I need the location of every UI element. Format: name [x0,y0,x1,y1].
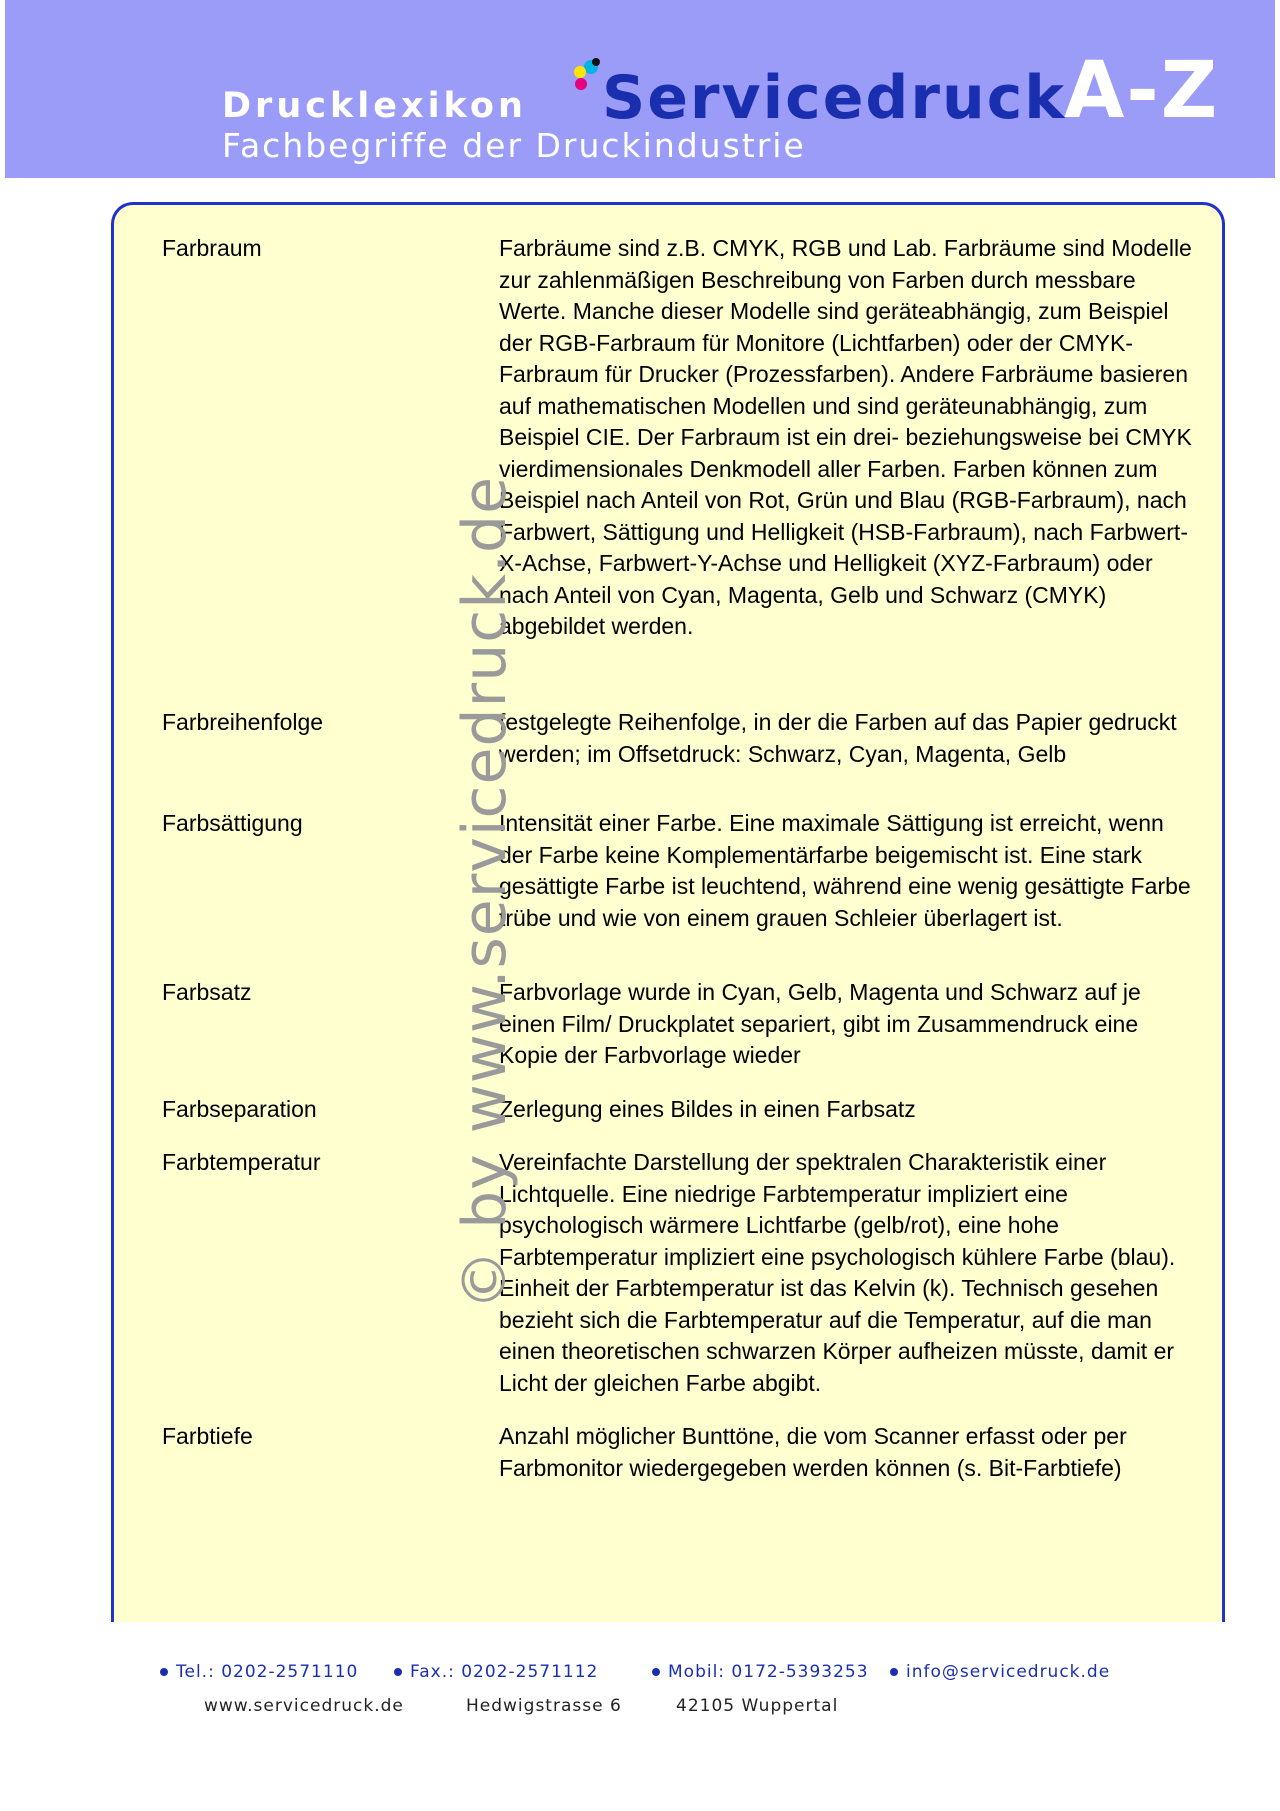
footer-mobil [652,1662,869,1682]
definition: Farbräume sind z.B. CMYK, RGB und Lab. Farbräume sind Modelle zur zahlenmäßigen Beschreibung von Farben durch messbare Werte. Manche dieser Modelle sind geräteabhängig, zum Beispiel der RGB-Farbraum für Monitore (Lichtfarben) oder der CMYK-Farbraum für Drucker (Prozessfarben). Andere Farbräume basieren auf mathematischen Modellen und sind geräteunabhängig, zum Beispiel CIE. Der Farbraum ist ein drei- beziehungsweise bei CMYK vierdimensionales Denkmodell aller Farben. Farben können zum Beispiel nach Anteil von Rot, Grün und Blau (RGB-Farbraum), nach Farbwert, Sättigung und Helligkeit (HSB-Farbraum), nach Farbwert-X-Achse, Farbwert-Y-Achse und Helligkeit (XYZ-Farbraum) oder nach Anteil von Cyan, Magenta, Gelb und Schwarz (CMYK) abgebildet werden. [499,235,1192,639]
watermark: © by www.servicedruck.de [450,475,520,1310]
footer-email-text[interactable]: info@servicedruck.de [906,1662,1111,1682]
definition: Anzahl möglicher Bunttöne, die vom Scanner erfasst oder per Farbmonitor wiedergegeben werden können (s. Bit-Farbtiefe) [499,1423,1127,1481]
term: Farbseparation [162,1096,317,1122]
term: Farbraum [162,235,262,261]
term: Farbsättigung [162,810,303,836]
footer-fax [394,1662,598,1682]
term: Farbtiefe [162,1423,253,1449]
footer-tel [160,1662,358,1682]
footer-tel-text: Tel.: 0202-2571110 [176,1662,359,1682]
az-label: A-Z [1064,46,1220,136]
definition: Zerlegung eines Bildes in einen Farbsatz [499,1096,916,1122]
page-title: Drucklexikon [222,86,527,126]
term: Farbreihenfolge [162,709,324,735]
definition: Vereinfachte Darstellung der spektralen Charakteristik einer Lichtquelle. Eine niedrige Farbtemperatur impliziert eine psychologisch wärmere Lichtfarbe (gelb/rot), eine hohe Farbtemperatur impliziert eine psychologisch kühlere Farbe (blau). Einheit der Farbtemperatur ist das Kelvin (k). Technisch gesehen bezieht sich die Farbtemperatur auf die Temperatur, auf die man einen theoretischen schwarzen Körper aufheizen müsste, damit er Licht der gleichen Farbe abgibt. [499,1149,1176,1396]
bullet-icon [160,1668,168,1676]
footer-city: 42105 Wuppertal [676,1696,839,1716]
brand-logo-icon [572,58,602,108]
brand [572,58,1067,133]
footer-email[interactable] [890,1662,1110,1682]
bullet-icon [890,1668,898,1676]
footer-mobil-text: Mobil: 0172-5393253 [668,1662,869,1682]
definition: festgelegte Reihenfolge, in der die Farben auf das Papier gedruckt werden; im Offsetdruck: Schwarz, Cyan, Magenta, Gelb [499,709,1177,767]
definition: Intensität einer Farbe. Eine maximale Sättigung ist erreicht, wenn der Farbe keine Komplementärfarbe beigemischt ist. Eine stark gesättigte Farbe ist leuchtend, während eine wenig gesättigte Farbe trübe und wie von einem grauen Schleier überlagert ist. [499,810,1191,931]
term: Farbtemperatur [162,1149,321,1175]
definition: Farbvorlage wurde in Cyan, Gelb, Magenta und Schwarz auf je einen Film/ Druckplatet separiert, gibt im Zusammendruck eine Kopie der Farbvorlage wieder [499,979,1141,1068]
footer-street: Hedwigstrasse 6 [466,1696,622,1716]
content-panel [111,202,1225,1622]
footer-fax-text: Fax.: 0202-2571112 [410,1662,599,1682]
term: Farbsatz [162,979,252,1005]
page-subtitle: Fachbegriffe der Druckindustrie [222,126,806,165]
bullet-icon [394,1668,402,1676]
bullet-icon [652,1668,660,1676]
footer-web[interactable]: www.servicedruck.de [204,1696,404,1716]
brand-name: Servicedruck [602,63,1067,133]
